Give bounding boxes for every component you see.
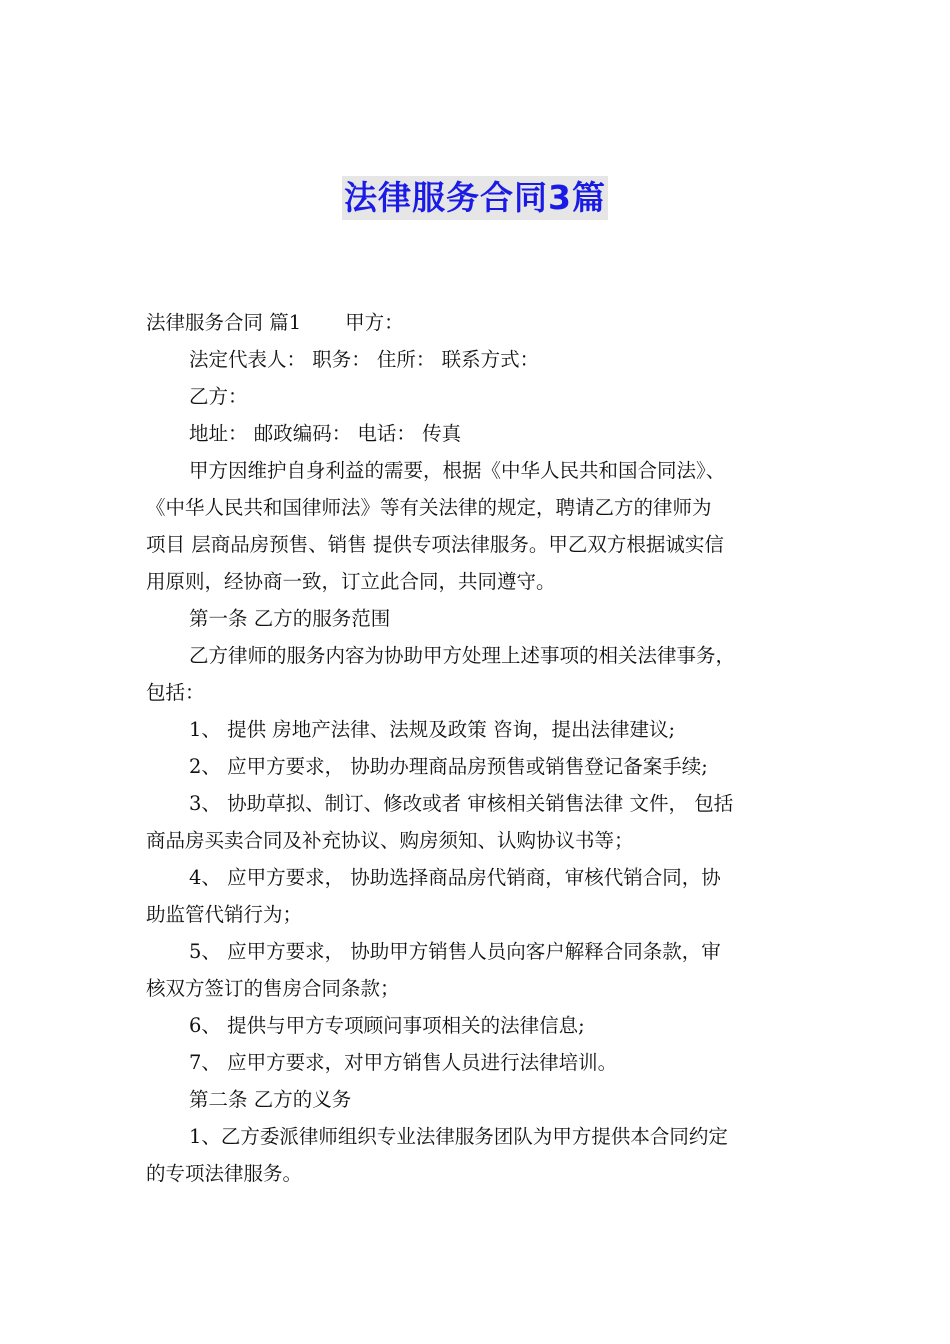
paragraph-line: 包括： xyxy=(146,681,205,704)
list-item-continuation: 的专项法律服务。 xyxy=(146,1162,303,1185)
title-container xyxy=(0,176,950,220)
paragraph-line: 甲方因维护自身利益的需要，根据《中华人民共和国合同法》、 xyxy=(189,459,726,482)
party-a-label: 甲方： xyxy=(345,311,404,334)
section-heading: 第一条 乙方的服务范围 xyxy=(189,607,391,630)
list-item-continuation: 核双方签订的售房合同条款； xyxy=(146,977,400,1000)
list-item: 1、乙方委派律师组织专业法律服务团队为甲方提供本合同约定 xyxy=(189,1125,728,1148)
paragraph-line: 乙方律师的服务内容为协助甲方处理上述事项的相关法律事务， xyxy=(189,644,736,667)
list-item: 7、 应甲方要求，对甲方销售人员进行法律培训。 xyxy=(189,1051,618,1074)
list-item: 5、 应甲方要求， 协助甲方销售人员向客户解释合同条款，审 xyxy=(189,940,721,963)
contract-heading-line xyxy=(146,304,806,341)
list-item: 2、 应甲方要求， 协助办理商品房预售或销售登记备案手续; xyxy=(189,755,708,778)
list-item: 3、 协助草拟、制订、修改或者 审核相关销售法律 文件， 包括 xyxy=(189,792,734,815)
list-item-continuation: 助监管代销行为； xyxy=(146,903,303,926)
list-item: 4、 应甲方要求， 协助选择商品房代销商，审核代销合同，协 xyxy=(189,866,721,889)
paragraph-line: 地址： 邮政编码： 电话： 传真 xyxy=(189,422,462,445)
section-heading: 第二条 乙方的义务 xyxy=(189,1088,352,1111)
list-item: 1、 提供 房地产法律、法规及政策 咨询，提出法律建议; xyxy=(189,718,676,741)
paragraph-line: 项目 层商品房预售、销售 提供专项法律服务。甲乙双方根据诚实信 xyxy=(146,533,724,556)
document-body xyxy=(146,304,806,1192)
paragraph-line: 乙方： xyxy=(189,385,248,408)
paragraph-line: 用原则，经协商一致，订立此合同，共同遵守。 xyxy=(146,570,556,593)
document-title: 法律服务合同3篇 xyxy=(342,176,608,220)
list-item: 6、 提供与甲方专项顾问事项相关的法律信息; xyxy=(189,1014,585,1037)
list-item-continuation: 商品房买卖合同及补充协议、购房须知、认购协议书等； xyxy=(146,829,634,852)
contract-heading: 法律服务合同 篇1 xyxy=(146,311,302,334)
paragraph-line: 法定代表人： 职务： 住所： 联系方式： xyxy=(189,348,540,371)
paragraph-line: 《中华人民共和国律师法》等有关法律的规定，聘请乙方的律师为 xyxy=(146,496,712,519)
